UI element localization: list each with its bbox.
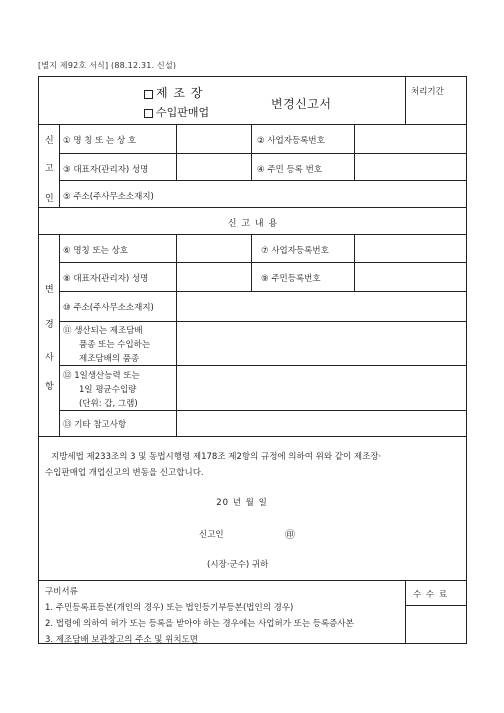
field-resident-no-label: ④ 주민 등록 번호 <box>257 165 322 175</box>
statement-line-1: 지방세법 제233조의 3 및 동법시행령 제178조 제2항의 규정에 의하여 위와 같이 제조장· <box>51 452 382 462</box>
statement-line-2: 수입판매업 개업신고의 변동을 신고합니다. <box>45 468 204 478</box>
checkbox-manufacturer[interactable] <box>144 90 153 99</box>
change-etc-label: ⑬ 기타 참고사항 <box>63 420 127 430</box>
fee-label: 수 수 료 <box>413 590 449 600</box>
field-biz-no-label: ② 사업자등록번호 <box>257 136 325 146</box>
required-documents-label: 구비서류 <box>45 587 78 597</box>
change-capacity-line-2: 1일 평균수입량 <box>79 385 137 395</box>
change-biz-no-label: ⑦ 사업자등록번호 <box>261 246 329 256</box>
required-document-2: 2. 법령에 의하여 허가 또는 등록을 받아야 하는 경우에는 사업허가 또는 등록증사본 <box>45 619 354 629</box>
declarant-signature-label: 신고인 <box>199 530 224 540</box>
field-address-label: ⑤ 주소(주사무소소재지) <box>63 192 154 202</box>
form-number-note: [별지 제92호 서식] (88.12.31. 신설) <box>38 61 177 70</box>
declarant-char-1: 신 <box>45 136 54 146</box>
changes-char-3: 사 <box>45 353 54 363</box>
declaration-content-header: 신 고 내 용 <box>227 219 279 229</box>
change-capacity-line-3: (단위: 갑, 그램) <box>79 399 138 409</box>
change-resident-no-label: ⑨ 주민등록번호 <box>261 274 321 284</box>
recipient-label: (시장·군수) 귀하 <box>207 560 269 570</box>
changes-char-2: 경 <box>45 320 54 330</box>
field-rep-label: ③ 대표자(관리자) 성명 <box>63 165 149 175</box>
statement-date: 20 년 월 일 <box>216 498 268 508</box>
change-capacity-line-1: ⑫ 1일생산능력 또는 <box>63 371 140 381</box>
option-import-sales: 수입판매업 <box>144 104 209 120</box>
required-document-3: 3. 제조담배 보관창고의 주소 및 위치도면 <box>45 635 198 645</box>
field-name-label: ① 명 칭 또 는 상 호 <box>63 136 137 146</box>
form-container <box>38 76 467 644</box>
changes-char-4: 항 <box>45 382 54 392</box>
form-title: 변경신고서 <box>271 97 332 111</box>
processing-period-label: 처리기간 <box>411 87 444 97</box>
change-rep-label: ⑧ 대표자(관리자) 성명 <box>63 274 149 284</box>
declarant-char-2: 고 <box>45 164 54 174</box>
change-address-label: ⑩ 주소(주사무소소재지) <box>63 303 154 313</box>
change-products-line-3: 제조담배의 품종 <box>79 354 140 364</box>
change-products-line-1: ⑪ 생산되는 제조담배 <box>63 326 143 336</box>
change-products-line-2: 품종 또는 수입하는 <box>79 340 151 350</box>
declarant-char-3: 인 <box>45 194 54 204</box>
seal-mark: ㊞ <box>285 530 295 541</box>
required-document-1: 1. 주민등록표등본(개인의 경우) 또는 법인등기부등본(법인의 경우) <box>45 603 294 613</box>
change-name-label: ⑥ 명칭 또는 상호 <box>63 246 128 256</box>
option-manufacturer: 제 조 장 <box>144 84 203 101</box>
checkbox-import-sales[interactable] <box>144 109 153 118</box>
changes-char-1: 변 <box>45 285 54 295</box>
